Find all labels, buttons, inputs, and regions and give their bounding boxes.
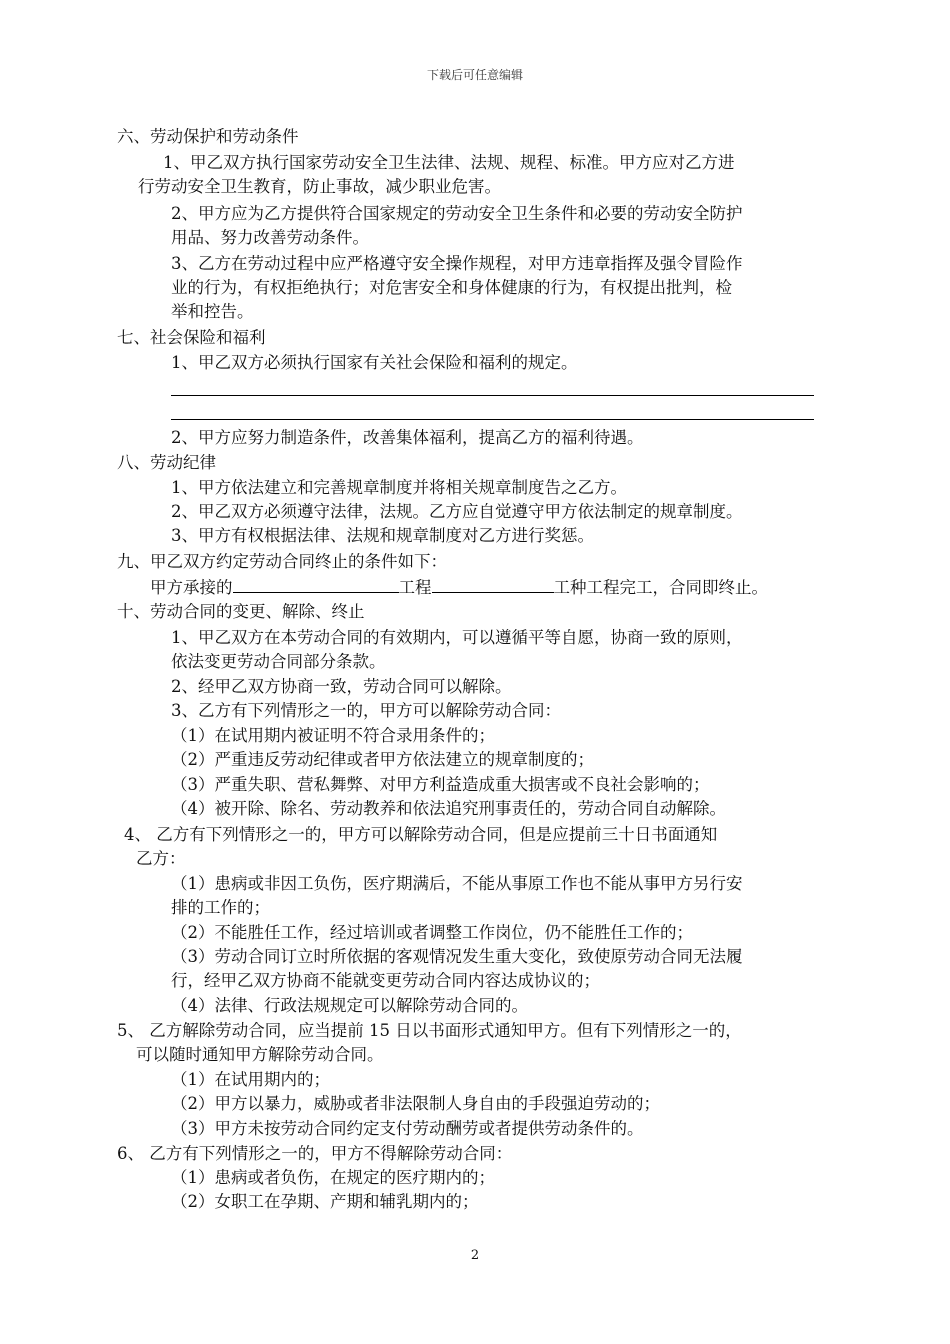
clause-line: 用品、努力改善劳动条件。: [171, 228, 369, 247]
clause-line: （1）患病或非因工负伤，医疗期满后，不能从事原工作也不能从事甲方另行安: [171, 874, 743, 893]
clause-line: 5、 乙方解除劳动合同，应当提前 15 日以书面形式通知甲方。但有下列情形之一的，: [117, 1021, 742, 1040]
clause-line: 1、甲方依法建立和完善规章制度并将相关规章制度告之乙方。: [171, 478, 627, 497]
clause-line: 3、乙方在劳动过程中应严格遵守安全操作规程，对甲方违章指挥及强令冒险作: [171, 254, 743, 273]
clause-line: （4）被开除、除名、劳动教养和依法追究刑事责任的，劳动合同自动解除。: [171, 799, 726, 818]
section-heading: 六、劳动保护和劳动条件: [117, 127, 299, 146]
termination-part-3: 工种工程完工，合同即终止。: [553, 578, 768, 597]
clause-line: 排的工作的；: [171, 898, 270, 917]
clause-line: （1）在试用期内被证明不符合录用条件的；: [171, 726, 495, 745]
page-number: 2: [470, 1248, 480, 1263]
clause-line: 6、 乙方有下列情形之一的，甲方不得解除劳动合同：: [117, 1144, 513, 1163]
clause-line: （4）法律、行政法规规定可以解除劳动合同的。: [171, 996, 528, 1015]
clause-line: 举和控告。: [171, 302, 254, 321]
clause-line: 2、经甲乙双方协商一致，劳动合同可以解除。: [171, 677, 512, 696]
clause-line: 行劳动安全卫生教育，防止事故，减少职业危害。: [138, 177, 501, 196]
termination-part-1: 甲方承接的: [150, 578, 233, 597]
termination-clause: [150, 576, 768, 599]
clause-line: 乙方：: [136, 849, 186, 868]
clause-line: （3）严重失职、营私舞弊、对甲方利益造成重大损害或不良社会影响的；: [171, 775, 710, 794]
clause-line: 3、乙方有下列情形之一的，甲方可以解除劳动合同：: [171, 701, 561, 720]
section-heading: 八、劳动纪律: [117, 453, 216, 472]
clause-line: （3）劳动合同订立时所依据的客观情况发生重大变化，致使原劳动合同无法履: [171, 947, 743, 966]
clause-line: 2、甲乙双方必须遵守法律，法规。乙方应自觉遵守甲方依法制定的规章制度。: [171, 502, 743, 521]
section-heading: 七、社会保险和福利: [117, 328, 266, 347]
section-heading: 十、劳动合同的变更、解除、终止: [117, 602, 365, 621]
blank-fill-line: [171, 395, 814, 396]
clause-line: （1）在试用期内的；: [171, 1070, 330, 1089]
clause-line: （2）严重违反劳动纪律或者甲方依法建立的规章制度的；: [171, 750, 594, 769]
clause-line: （2）女职工在孕期、产期和辅乳期内的；: [171, 1192, 479, 1211]
page-header: 下载后可任意编辑: [426, 68, 523, 82]
termination-part-2: 工程: [398, 578, 432, 597]
trade-blank: [432, 576, 554, 593]
clause-line: 可以随时通知甲方解除劳动合同。: [136, 1045, 384, 1064]
clause-line: 业的行为，有权拒绝执行；对危害安全和身体健康的行为，有权提出批判，检: [171, 278, 732, 297]
clause-line: 依法变更劳动合同部分条款。: [171, 652, 386, 671]
clause-line: 4、 乙方有下列情形之一的，甲方可以解除劳动合同，但是应提前三十日书面通知: [124, 825, 718, 844]
clause-line: 1、甲乙双方执行国家劳动安全卫生法律、法规、规程、标准。甲方应对乙方进: [163, 153, 735, 172]
clause-line: 行，经甲乙双方协商不能就变更劳动合同内容达成协议的；: [171, 971, 600, 990]
blank-fill-line: [171, 419, 814, 420]
clause-line: 2、甲方应努力制造条件，改善集体福利，提高乙方的福利待遇。: [171, 428, 644, 447]
clause-line: （1）患病或者负伤，在规定的医疗期内的；: [171, 1168, 495, 1187]
clause-line: （3）甲方未按劳动合同约定支付劳动酬劳或者提供劳动条件的。: [171, 1119, 644, 1138]
section-heading: 九、甲乙双方约定劳动合同终止的条件如下：: [117, 552, 447, 571]
clause-line: 2、甲方应为乙方提供符合国家规定的劳动安全卫生条件和必要的劳动安全防护: [171, 204, 743, 223]
clause-line: （2）甲方以暴力，威胁或者非法限制人身自由的手段强迫劳动的；: [171, 1094, 660, 1113]
clause-line: 1、甲乙双方在本劳动合同的有效期内，可以遵循平等自愿，协商一致的原则，: [171, 628, 743, 647]
clause-line: 1、甲乙双方必须执行国家有关社会保险和福利的规定。: [171, 353, 578, 372]
clause-line: 3、甲方有权根据法律、法规和规章制度对乙方进行奖惩。: [171, 526, 594, 545]
clause-line: （2）不能胜任工作，经过培训或者调整工作岗位，仍不能胜任工作的；: [171, 923, 693, 942]
project-blank: [233, 576, 399, 593]
